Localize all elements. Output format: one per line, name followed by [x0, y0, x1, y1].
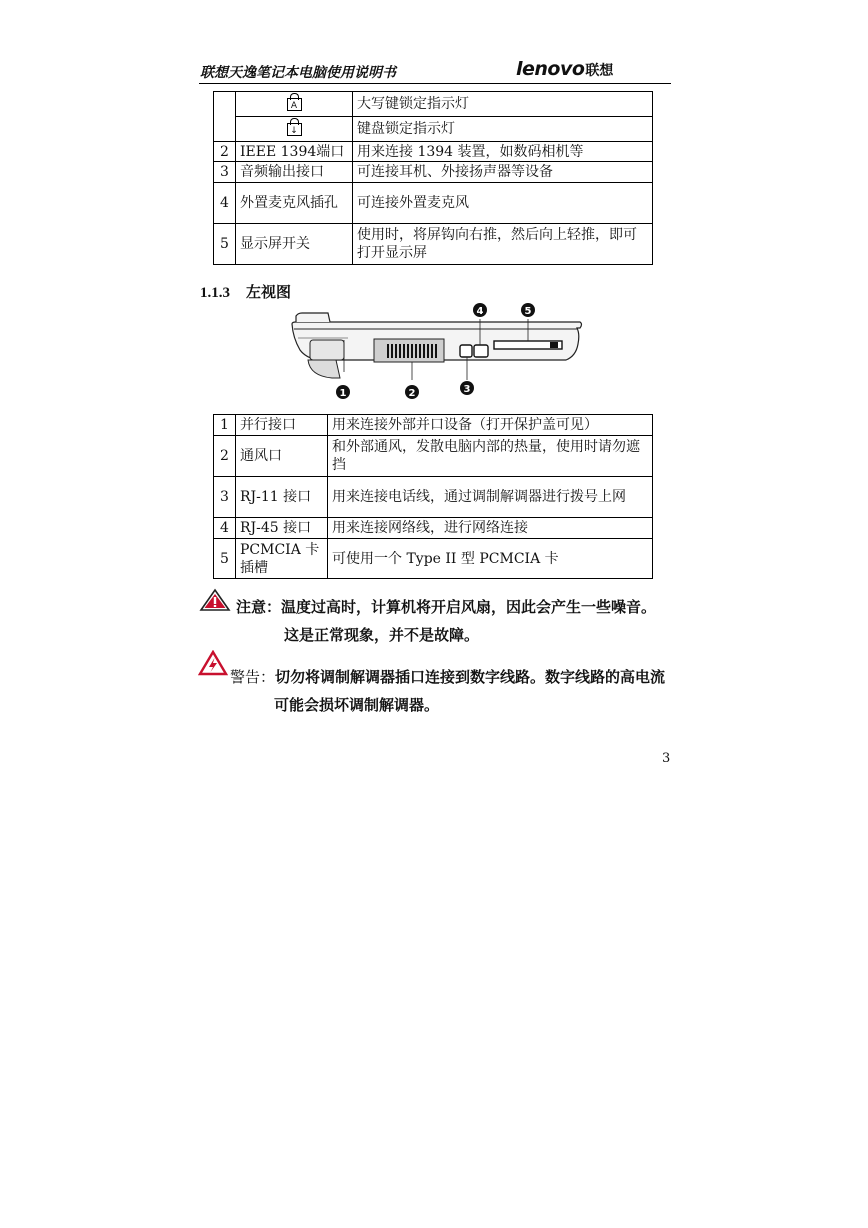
table-cell-num: 5 — [214, 224, 236, 265]
table-cell-num: 3 — [214, 162, 236, 183]
svg-text:3: 3 — [463, 384, 471, 395]
table-cell-name: 音频输出接口 — [236, 162, 353, 183]
notice-line-1 — [236, 596, 656, 617]
table-row — [214, 142, 653, 162]
table-cell-name: RJ-11 接口 — [236, 477, 328, 518]
table-cell-num: 2 — [214, 142, 236, 162]
laptop-lid-hinge — [296, 313, 330, 322]
table-cell-desc: 用来连接网络线，进行网络连接 — [328, 518, 653, 539]
svg-text:2: 2 — [408, 388, 416, 399]
left-view-port-table — [213, 414, 653, 579]
table-row — [214, 162, 653, 183]
table-cell-num: 4 — [214, 518, 236, 539]
svg-text:4: 4 — [476, 306, 484, 317]
rj11-port — [460, 345, 472, 357]
table-row — [214, 436, 653, 477]
callout-marker-5 — [521, 303, 535, 317]
warning-text-1: 切勿将调制解调器插口连接到数字线路。数字线路的高电流 — [275, 668, 666, 686]
table-row — [214, 477, 653, 518]
svg-text:5: 5 — [524, 306, 532, 317]
svg-text:1: 1 — [339, 388, 347, 399]
table-cell-desc: 可连接耳机、外接扬声器等设备 — [353, 162, 653, 183]
table-cell-num: 5 — [214, 539, 236, 579]
table-cell-name: 通风口 — [236, 436, 328, 477]
notice-text-1: 温度过高时，计算机将开启风扇，因此会产生一些噪音。 — [281, 598, 657, 616]
table-row — [214, 415, 653, 436]
warning-line-2: 可能会损坏调制解调器。 — [274, 696, 440, 714]
callout-marker-3 — [460, 381, 474, 395]
section-number: 1.1.3 — [200, 285, 230, 301]
keyboard-lock-icon: ↓ — [287, 123, 302, 136]
section-title: 左视图 — [246, 283, 292, 301]
vent-slots — [388, 344, 436, 358]
laptop-left-view-figure — [288, 298, 588, 404]
table-cell-name: PCMCIA 卡插槽 — [236, 539, 328, 579]
table-cell-num: 3 — [214, 477, 236, 518]
table-cell-num: 1 — [214, 415, 236, 436]
table-cell-desc: 用来连接 1394 装置，如数码相机等 — [353, 142, 653, 162]
laptop-foot — [308, 360, 340, 378]
section-heading — [200, 281, 291, 302]
callout-marker-2 — [405, 385, 419, 399]
logo-wordmark: lenovo — [516, 58, 585, 80]
table-cell-num — [214, 92, 236, 142]
page-number: 3 — [662, 751, 671, 766]
logo-chinese: 联想 — [585, 63, 614, 79]
notice-label: 注意： — [236, 598, 282, 616]
lenovo-logo — [516, 58, 613, 80]
table-cell-name: RJ-45 接口 — [236, 518, 328, 539]
warning-line-1 — [230, 666, 665, 687]
table-cell-name: 显示屏开关 — [236, 224, 353, 265]
notice-line-2: 这是正常现象，并不是故障。 — [284, 626, 480, 644]
table-cell-desc: 大写键锁定指示灯 — [353, 92, 653, 117]
table-row — [214, 183, 653, 224]
caps-lock-icon: A — [287, 98, 302, 111]
table-cell-name: 并行接口 — [236, 415, 328, 436]
warning-label: 警告： — [230, 668, 276, 686]
table-row — [214, 92, 653, 117]
table-cell-icon — [236, 117, 353, 142]
table-cell-desc: 可使用一个 Type II 型 PCMCIA 卡 — [328, 539, 653, 579]
table-row — [214, 518, 653, 539]
table-cell-desc: 用来连接电话线，通过调制解调器进行拨号上网 — [328, 477, 653, 518]
table-cell-desc: 键盘锁定指示灯 — [353, 117, 653, 142]
table-cell-name: 外置麦克风插孔 — [236, 183, 353, 224]
table-row — [214, 117, 653, 142]
table-cell-num: 4 — [214, 183, 236, 224]
header-rule — [199, 83, 671, 84]
parallel-port-cover — [310, 340, 344, 360]
table-cell-icon — [236, 92, 353, 117]
table-row — [214, 224, 653, 265]
table-cell-desc: 使用时，将屏钩向右推，然后向上轻推，即可打开显示屏 — [353, 224, 653, 265]
callout-marker-4 — [473, 303, 487, 317]
table-cell-num: 2 — [214, 436, 236, 477]
table-cell-desc: 可连接外置麦克风 — [353, 183, 653, 224]
warning-shock-icon — [198, 650, 228, 676]
rj45-port — [474, 345, 488, 357]
callout-marker-1 — [336, 385, 350, 399]
table-cell-desc: 和外部通风，发散电脑内部的热量，使用时请勿遮挡 — [328, 436, 653, 477]
table-cell-desc: 用来连接外部并口设备（打开保护盖可见） — [328, 415, 653, 436]
pcmcia-eject-button — [550, 342, 558, 348]
table-cell-name: IEEE 1394端口 — [236, 142, 353, 162]
indicator-port-table — [213, 91, 653, 265]
table-row — [214, 539, 653, 579]
running-header-title: 联想天逸笔记本电脑使用说明书 — [200, 65, 396, 81]
caution-icon — [199, 588, 231, 612]
